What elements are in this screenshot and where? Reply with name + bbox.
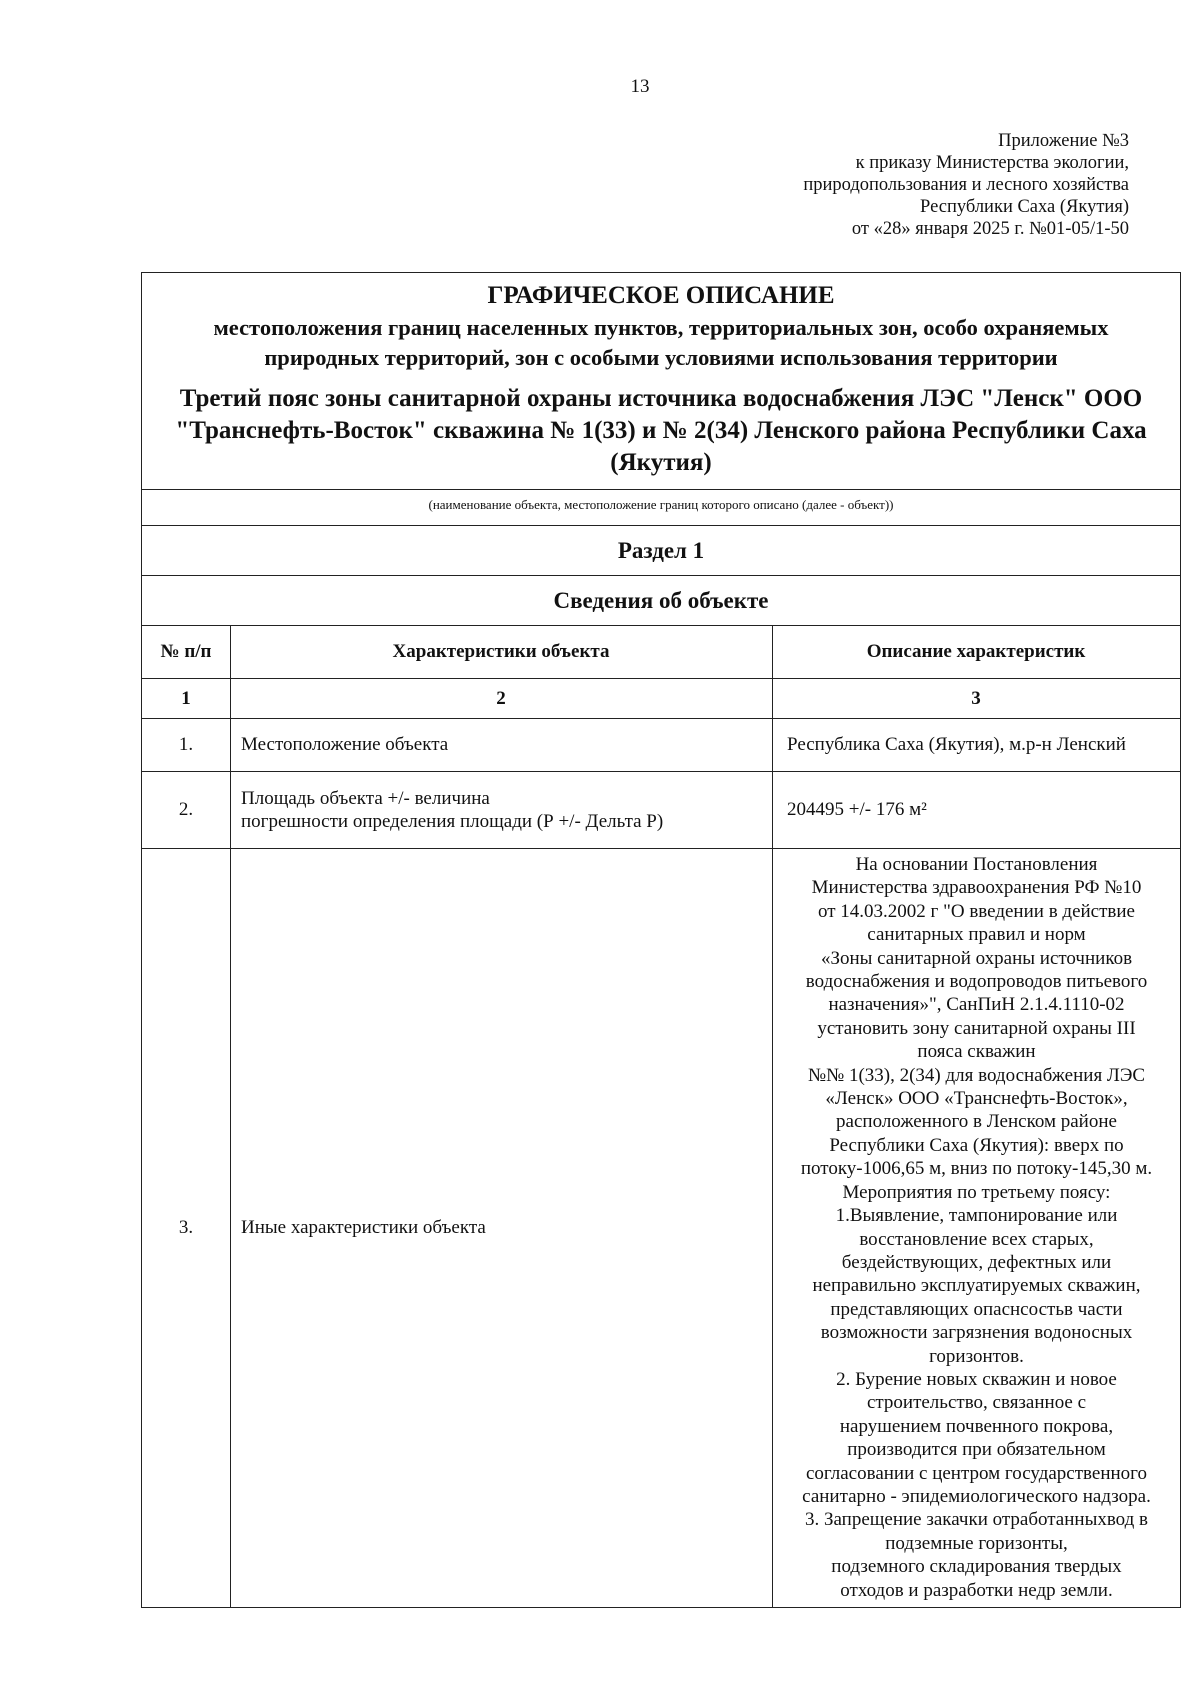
description-line: согласовании с центром государственного: [806, 1462, 1147, 1484]
description-line: строительство, связанное с: [866, 1392, 1087, 1414]
row-number: 1.: [142, 719, 231, 772]
object-name-caption: (наименование объекта, местоположение границ которого описано (далее - объект)): [142, 490, 1180, 526]
table-row: [142, 719, 1180, 772]
description-line: возможности загрязнения водоносных: [820, 1322, 1133, 1344]
description-line: от 14.03.2002 г "О введении в действие: [818, 900, 1135, 922]
appendix-block: [803, 130, 1129, 240]
description-line: Мероприятия по третьему поясу:: [842, 1181, 1111, 1203]
document-subtitle: местоположения границ населенных пунктов, территориальных зон, особо охраняемых природных территорий, зон с особыми условиями использования территории: [213, 315, 1109, 370]
section-number: Раздел 1: [142, 526, 1180, 576]
description-line: потоку-1006,65 м, вниз по потоку-145,30 м.: [800, 1158, 1153, 1180]
description-line: санитарных правил и норм: [867, 924, 1086, 946]
description-line: расположенного в Ленском районе: [836, 1111, 1117, 1133]
description-line: восстановление всех старых,: [859, 1228, 1094, 1250]
table-row: [142, 772, 1180, 849]
object-info-table: [142, 626, 1180, 1607]
description-line: водоснабжения и водопроводов питьевого: [805, 971, 1148, 993]
description-line: На основании Постановления: [855, 854, 1098, 875]
appendix-line: к приказу Министерства экологии,: [855, 153, 1129, 173]
description-line: санитарно - эпидемиологического надзора.: [802, 1485, 1151, 1507]
table-header-row: [142, 626, 1180, 679]
description-line: подземные горизонты,: [885, 1532, 1068, 1554]
description-line: «Ленск» ООО «Транснефть-Восток»,: [825, 1088, 1128, 1110]
description-line: неправильно эксплуатируемых скважин,: [812, 1275, 1141, 1297]
row-number: 3.: [142, 849, 231, 1608]
object-name: Третий пояс зоны санитарной охраны источника водоснабжения ЛЭС "Ленск" ООО "Транснефть-Восток" скважина № 1(33) и № 2(34) Ленского района Республики Саха (Якутия): [175, 385, 1147, 476]
row-number: 2.: [142, 772, 231, 849]
document-title: ГРАФИЧЕСКОЕ ОПИСАНИЕ: [487, 282, 835, 309]
document-frame: [141, 272, 1181, 1608]
row-description: 204495 +/- 176 м²: [773, 772, 1181, 849]
row-characteristic: Местоположение объекта: [231, 719, 773, 772]
description-line: №№ 1(33), 2(34) для водоснабжения ЛЭС: [807, 1064, 1146, 1086]
description-line: Министерства здравоохранения РФ №10: [811, 877, 1142, 899]
description-line: «Зоны санитарной охраны источников: [820, 947, 1133, 969]
section-heading: Сведения об объекте: [142, 576, 1180, 626]
row-description: Республика Саха (Якутия), м.р-н Ленский: [773, 719, 1181, 772]
description-line: Республики Саха (Якутия): вверх по: [829, 1134, 1124, 1156]
appendix-line: Приложение №3: [998, 131, 1129, 151]
description-line: 2. Бурение новых скважин и новое: [836, 1368, 1117, 1390]
row-characteristic: Иные характеристики объекта: [231, 849, 773, 1608]
description-line: назначения»", СанПиН 2.1.4.1110-02: [828, 994, 1125, 1016]
description-line: нарушением почвенного покрова,: [839, 1415, 1114, 1437]
appendix-line: Республики Саха (Якутия): [920, 197, 1129, 217]
characteristic-line: погрешности определения площади (Р +/- Дельта Р): [241, 811, 664, 832]
appendix-line: от «28» января 2025 г. №01-05/1-50: [851, 219, 1129, 239]
column-number-row: [142, 679, 1180, 719]
title-block: [142, 273, 1180, 490]
column-number: 3: [773, 679, 1181, 719]
column-number: 2: [231, 679, 773, 719]
table-row: [142, 849, 1180, 1608]
description-line: установить зону санитарной охраны III: [817, 1017, 1136, 1039]
description-line: горизонтов.: [929, 1345, 1024, 1367]
description-line: подземного складирования твердых: [831, 1556, 1122, 1578]
description-line: 3. Запрещение закачки отработанныхвод в: [804, 1509, 1149, 1531]
header-characteristic: Характеристики объекта: [231, 626, 773, 679]
description-line: пояса скважин: [917, 1041, 1036, 1063]
row-characteristic: [231, 772, 773, 849]
description-line: 1.Выявление, тампонирование или: [835, 1205, 1118, 1227]
appendix-line: природопользования и лесного хозяйства: [803, 175, 1129, 195]
header-number: № п/п: [142, 626, 231, 679]
column-number: 1: [142, 679, 231, 719]
row-description: [773, 849, 1181, 1608]
header-description: Описание характеристик: [773, 626, 1181, 679]
description-line: бездействующих, дефектных или: [841, 1251, 1112, 1273]
description-line: представляющих опаснсостьв части: [830, 1298, 1123, 1320]
description-line: отходов и разработки недр земли.: [840, 1579, 1113, 1601]
page-number: 13: [630, 76, 650, 97]
characteristic-line: Площадь объекта +/- величина: [241, 788, 490, 809]
description-line: производится при обязательном: [847, 1439, 1106, 1461]
